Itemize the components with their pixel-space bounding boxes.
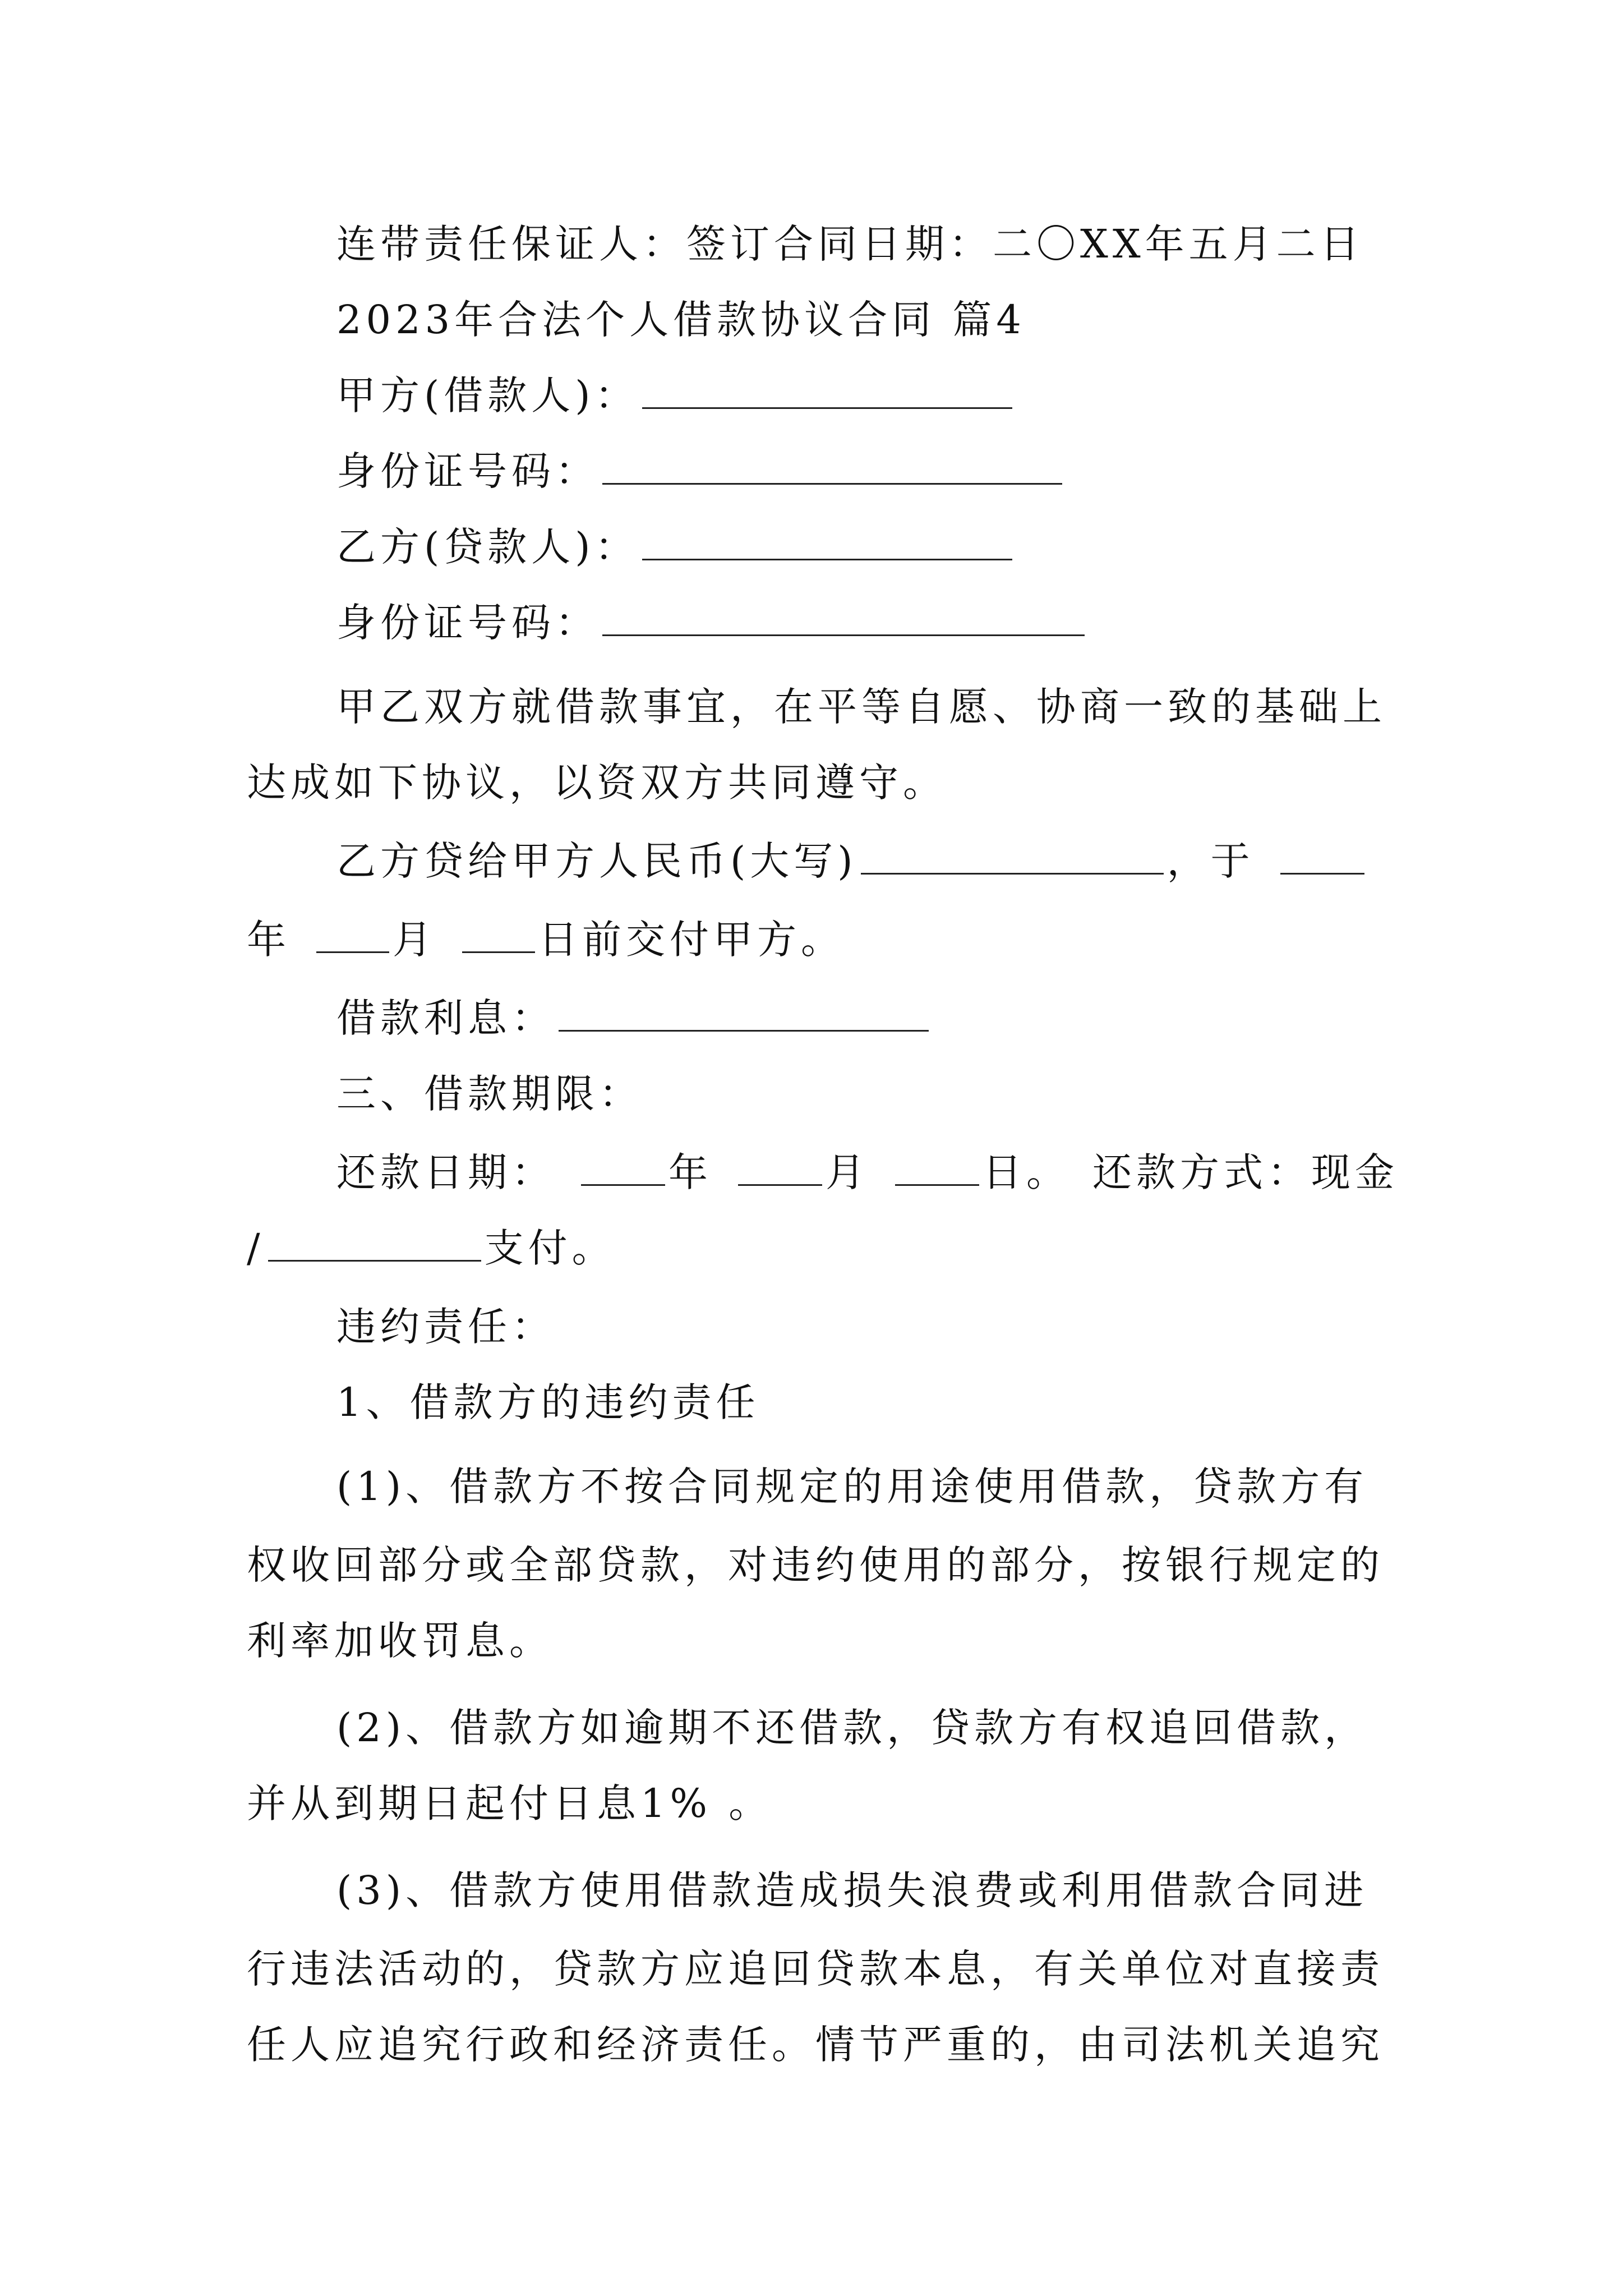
party-a-id-blank <box>602 448 1062 485</box>
loan-deliver-text: 日前交付甲方。 <box>538 917 845 963</box>
repay-year-text: 年 <box>668 1149 712 1195</box>
party-b-row <box>336 519 1469 575</box>
repay-method-blank <box>268 1225 481 1262</box>
loan-day-blank <box>462 917 535 953</box>
repay-line-2 <box>247 1220 1380 1276</box>
repay-date-label: 还款日期： <box>336 1149 555 1195</box>
intro-line-2: 达成如下协议，以资双方共同遵守。 <box>247 760 947 806</box>
interest-row <box>336 990 1469 1046</box>
loan-amount-line-1 <box>336 833 1469 889</box>
repay-slash: / <box>247 1225 265 1271</box>
loan-year-text: 年 <box>247 917 291 963</box>
clause-1-line-2: 权收回部分或全部贷款，对违约使用的部分，按银行规定的 <box>247 1542 1384 1588</box>
party-a-id-row <box>336 443 1469 499</box>
party-b-id-row <box>336 595 1469 651</box>
breach-heading: 违约责任： <box>336 1304 555 1350</box>
loan-year-blank <box>1280 838 1364 875</box>
repay-month-blank <box>738 1149 822 1186</box>
loan-month-blank <box>316 917 389 953</box>
intro-line-1: 甲乙双方就借款事宜，在平等自愿、协商一致的基础上 <box>336 684 1386 730</box>
interest-blank <box>559 995 929 1032</box>
repay-month-text: 月 <box>826 1149 869 1195</box>
document-title: 2023年合法个人借款协议合同 篇4 <box>336 297 1026 343</box>
guarantor-line: 连带责任保证人：签订合同日期：二〇XX年五月二日 <box>336 221 1364 267</box>
repay-pay-text: 支付。 <box>484 1225 616 1271</box>
breach-item-1: 1、借款方的违约责任 <box>336 1379 760 1425</box>
loan-amount-line-2 <box>247 912 1380 968</box>
party-b-blank <box>642 524 1012 560</box>
party-a-id-label: 身份证号码： <box>336 448 599 494</box>
repay-day-blank <box>895 1149 979 1186</box>
loan-date-prefix: ，于 <box>1166 838 1255 884</box>
clause-3-line-3: 任人应追究行政和经济责任。情节严重的，由司法机关追究 <box>247 2022 1384 2068</box>
repay-method-text: 还款方式：现金 <box>1092 1149 1399 1195</box>
loan-amount-label: 乙方贷给甲方人民币(大写) <box>336 838 857 884</box>
repay-line-1 <box>336 1144 1469 1200</box>
party-b-id-label: 身份证号码： <box>336 600 599 646</box>
party-a-row <box>336 367 1469 424</box>
clause-1-line-3: 利率加收罚息。 <box>247 1618 553 1664</box>
clause-3-line-2: 行违法活动的，贷款方应追回贷款本息，有关单位对直接责 <box>247 1946 1384 1992</box>
term-heading: 三、借款期限： <box>336 1071 643 1117</box>
clause-2-line-1: (2)、借款方如逾期不还借款，贷款方有权追回借款， <box>336 1705 1368 1751</box>
interest-label: 借款利息： <box>336 995 555 1041</box>
clause-3-line-1: (3)、借款方使用借款造成损失浪费或利用借款合同进 <box>336 1867 1368 1913</box>
repay-day-text: 日。 <box>983 1149 1070 1195</box>
clause-2-line-2: 并从到期日起付日息1% 。 <box>247 1780 773 1826</box>
loan-month-text: 月 <box>393 917 436 963</box>
party-b-id-blank <box>602 600 1085 636</box>
repay-year-blank <box>581 1149 665 1186</box>
loan-amount-blank <box>861 838 1164 875</box>
party-a-blank <box>642 372 1012 409</box>
clause-1-line-1: (1)、借款方不按合同规定的用途使用借款，贷款方有 <box>336 1464 1368 1510</box>
party-b-label: 乙方(贷款人)： <box>336 524 639 570</box>
party-a-label: 甲方(借款人)： <box>336 372 639 418</box>
